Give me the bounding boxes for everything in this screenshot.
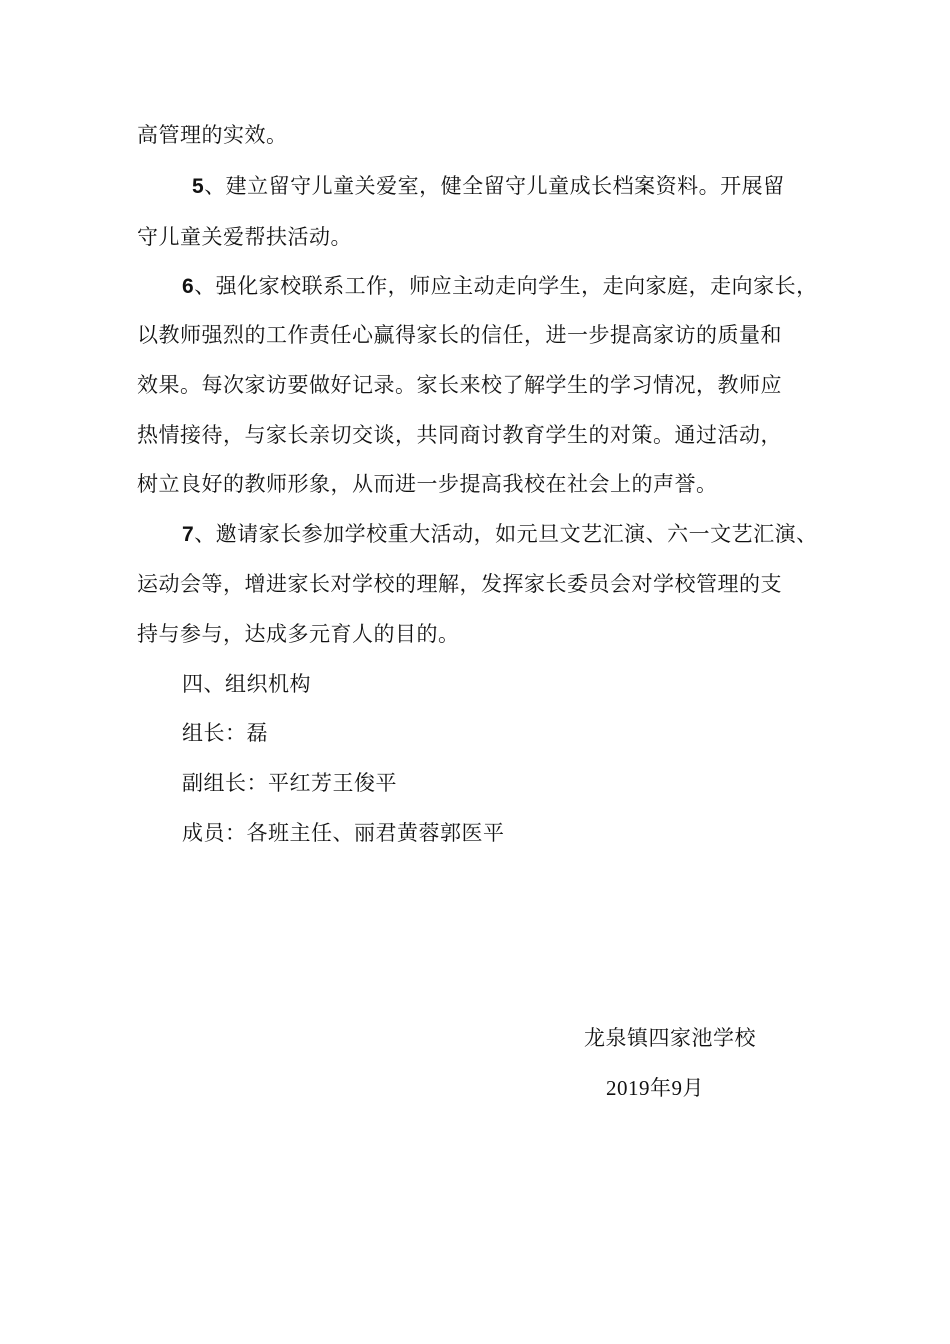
signature-school-text: 龙泉镇四家池学校 (584, 1026, 756, 1050)
item-6-number: 6 (182, 275, 195, 298)
item-7-line-2 (137, 571, 782, 597)
section-4-heading-text: 四、组织机构 (182, 672, 311, 696)
item-7-text-3: 持与参与，达成多元育人的目的。 (137, 622, 460, 646)
signature-date (606, 1075, 704, 1101)
signature-year-char: 年 (650, 1076, 672, 1100)
paragraph-line (137, 122, 288, 148)
org-members-text: 成员：各班主任、丽君黄蓉郭医平 (182, 821, 505, 845)
item-5-text-2: 守儿童关爱帮扶活动。 (137, 225, 352, 249)
item-5-line-2 (137, 224, 352, 250)
item-6-text-3: 效果。每次家访要做好记录。家长来校了解学生的学习情况，教师应 (137, 373, 782, 397)
item-5-line-1 (192, 173, 785, 200)
signature-year: 2019 (606, 1076, 650, 1100)
item-6-line-2 (137, 322, 782, 348)
item-7-text-1: 、邀请家长参加学校重大活动，如元旦文艺汇演、六一文艺汇演、 (194, 522, 818, 546)
section-4-heading (182, 671, 311, 697)
item-6-line-3 (137, 372, 782, 398)
item-6-line-5 (137, 471, 718, 497)
org-deputy (182, 770, 397, 796)
item-6-line-4 (137, 422, 782, 448)
item-6-text-4: 热情接待，与家长亲切交谈，共同商讨教育学生的对策。通过活动， (137, 423, 782, 447)
item-6-text-2: 以教师强烈的工作责任心赢得家长的信任，进一步提高家访的质量和 (137, 323, 782, 347)
signature-month: 9 (671, 1076, 683, 1100)
intro-tail-text: 高管理的实效。 (137, 123, 288, 147)
item-5-number: 5 (192, 175, 205, 198)
org-leader-text: 组长：磊 (182, 721, 268, 745)
item-6-line-1 (182, 273, 818, 300)
item-5-text-1: 、建立留守儿童关爱室，健全留守儿童成长档案资料。开展留 (204, 174, 785, 198)
item-7-line-1 (182, 521, 818, 548)
org-members (182, 820, 505, 846)
item-6-text-1: 、强化家校联系工作，师应主动走向学生，走向家庭，走向家长， (194, 274, 818, 298)
signature-month-char: 月 (682, 1076, 704, 1100)
item-7-text-2: 运动会等，增进家长对学校的理解，发挥家长委员会对学校管理的支 (137, 572, 782, 596)
item-6-text-5: 树立良好的教师形象，从而进一步提高我校在社会上的声誉。 (137, 472, 718, 496)
org-deputy-text: 副组长：平红芳王俊平 (182, 771, 397, 795)
signature-school (584, 1025, 756, 1051)
item-7-number: 7 (182, 523, 195, 546)
item-7-line-3 (137, 621, 460, 647)
org-leader (182, 720, 268, 746)
